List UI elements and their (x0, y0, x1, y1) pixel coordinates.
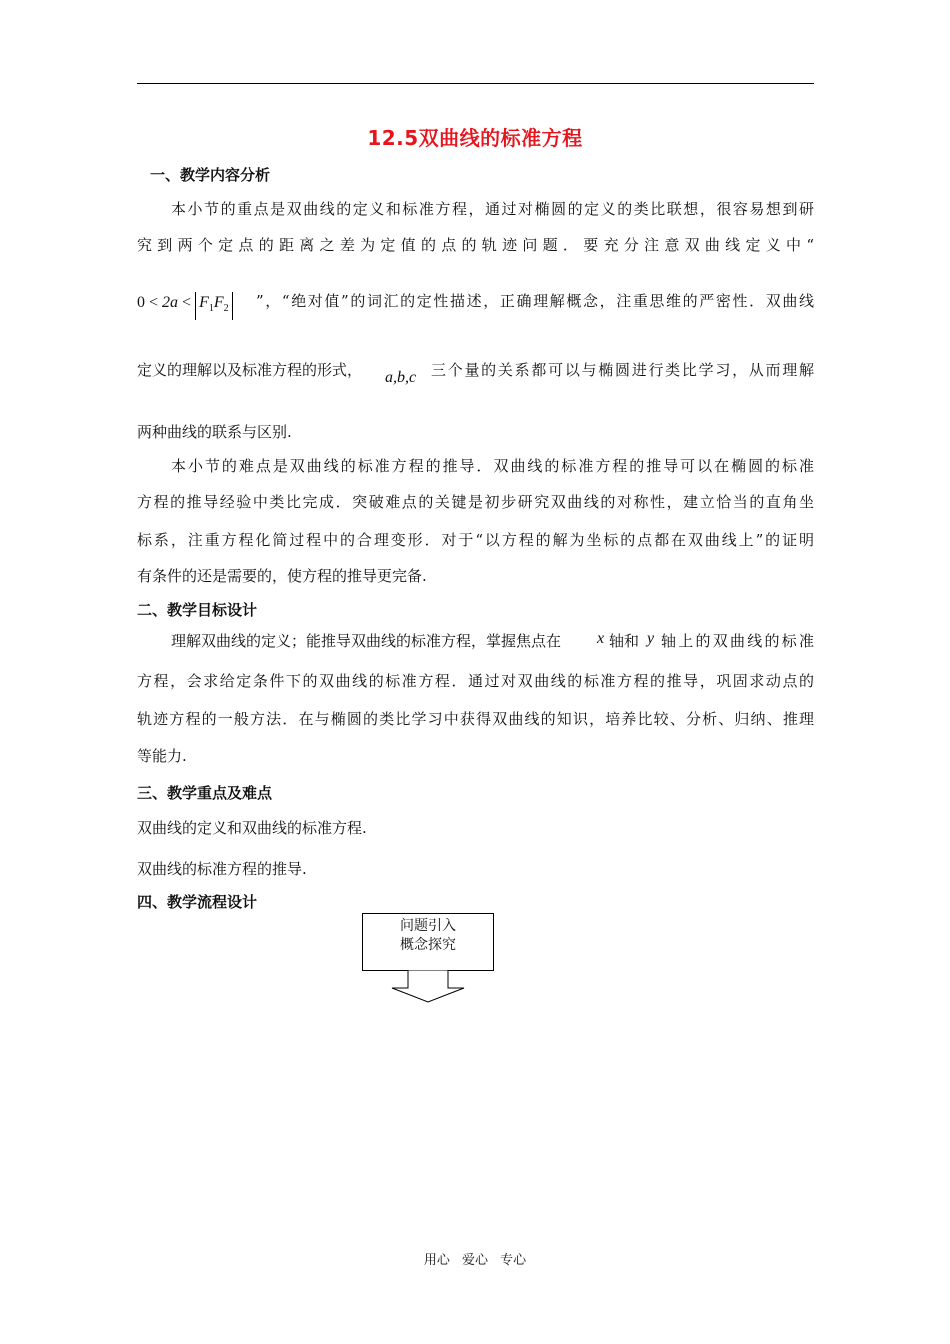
formula-inequality (137, 292, 233, 320)
formula-lt2: < (182, 294, 192, 311)
flowchart-box-line2: 概念探究 (400, 937, 456, 953)
s1-p2-line1: 本小节的难点是双曲线的标准方程的推导．双曲线的标准方程的推导可以在椭圆的标准 (171, 457, 814, 475)
section-3-heading: 三、教学重点及难点 (137, 784, 273, 802)
s2-line4: 等能力. (137, 747, 187, 765)
flowchart-box-line1: 问题引入 (400, 918, 456, 934)
s3-line2: 双曲线的标准方程的推导. (137, 860, 307, 878)
s2-line2: 方程，会求给定条件下的双曲线的标准方程．通过对双曲线的标准方程的推导，巩固求动点的 (137, 672, 814, 690)
s1-p2-line2: 方程的推导经验中类比完成．突破难点的关键是初步研究双曲线的对称性，建立恰当的直角坐 (137, 493, 814, 511)
page-title: 12.5双曲线的标准方程 (367, 126, 583, 150)
s1-p1-line5: 两种曲线的联系与区别. (137, 423, 292, 441)
flowchart-down-arrow (390, 970, 470, 1004)
section-2-heading: 二、教学目标设计 (137, 601, 258, 619)
s1-p1-line4b: 三个量的关系都可以与椭圆进行类比学习，从而理解 (431, 361, 814, 379)
formula-zero: 0 (137, 294, 145, 311)
s1-p2-line3: 标系，注重方程化简过程中的合理变形．对于“以方程的解为坐标的点都在双曲线上”的证明 (137, 531, 814, 549)
formula-2a: 2a (162, 294, 179, 311)
s2-line1c: 轴上的双曲线的标准 (661, 632, 814, 650)
header-rule (137, 83, 814, 84)
s1-p1-line4a: 定义的理解以及标准方程的形式， (137, 361, 363, 379)
y-variable: y (647, 630, 655, 647)
section-4-heading: 四、教学流程设计 (137, 893, 258, 911)
x-variable: x (597, 630, 605, 647)
abc-variables: a,b,c (385, 369, 417, 386)
s1-p1-line2: 究到两个定点的距离之差为定值的点的轨迹问题．要充分注意双曲线定义中“ (137, 236, 814, 254)
formula-sub2: 2 (223, 303, 229, 315)
formula-F2: F (213, 294, 224, 311)
s3-line1: 双曲线的定义和双曲线的标准方程. (137, 819, 367, 837)
formula-sub1: 1 (208, 303, 214, 315)
s2-line1a: 理解双曲线的定义；能推导双曲线的标准方程，掌握焦点在 (171, 632, 562, 650)
s2-line3: 轨迹方程的一般方法．在与椭圆的类比学习中获得双曲线的知识，培养比较、分析、归纳、推理 (137, 710, 814, 728)
section-1-heading: 一、教学内容分析 (150, 166, 271, 184)
s2-line1b: 轴和 (609, 632, 640, 650)
s1-p2-line4: 有条件的还是需要的，使方程的推导更完备. (137, 567, 427, 585)
formula-lt1: < (149, 294, 159, 311)
s1-p1-line3: ”，“绝对值”的词汇的定性描述，正确理解概念，注重思维的严密性．双曲线 (256, 292, 814, 310)
formula-F1: F (199, 294, 209, 311)
formula-abs (195, 292, 233, 320)
s1-p1-line1: 本小节的重点是双曲线的定义和标准方程，通过对椭圆的定义的类比联想，很容易想到研 (171, 200, 814, 218)
page-footer: 用心 爱心 专心 (423, 1253, 527, 1268)
flowchart-box (362, 913, 494, 971)
